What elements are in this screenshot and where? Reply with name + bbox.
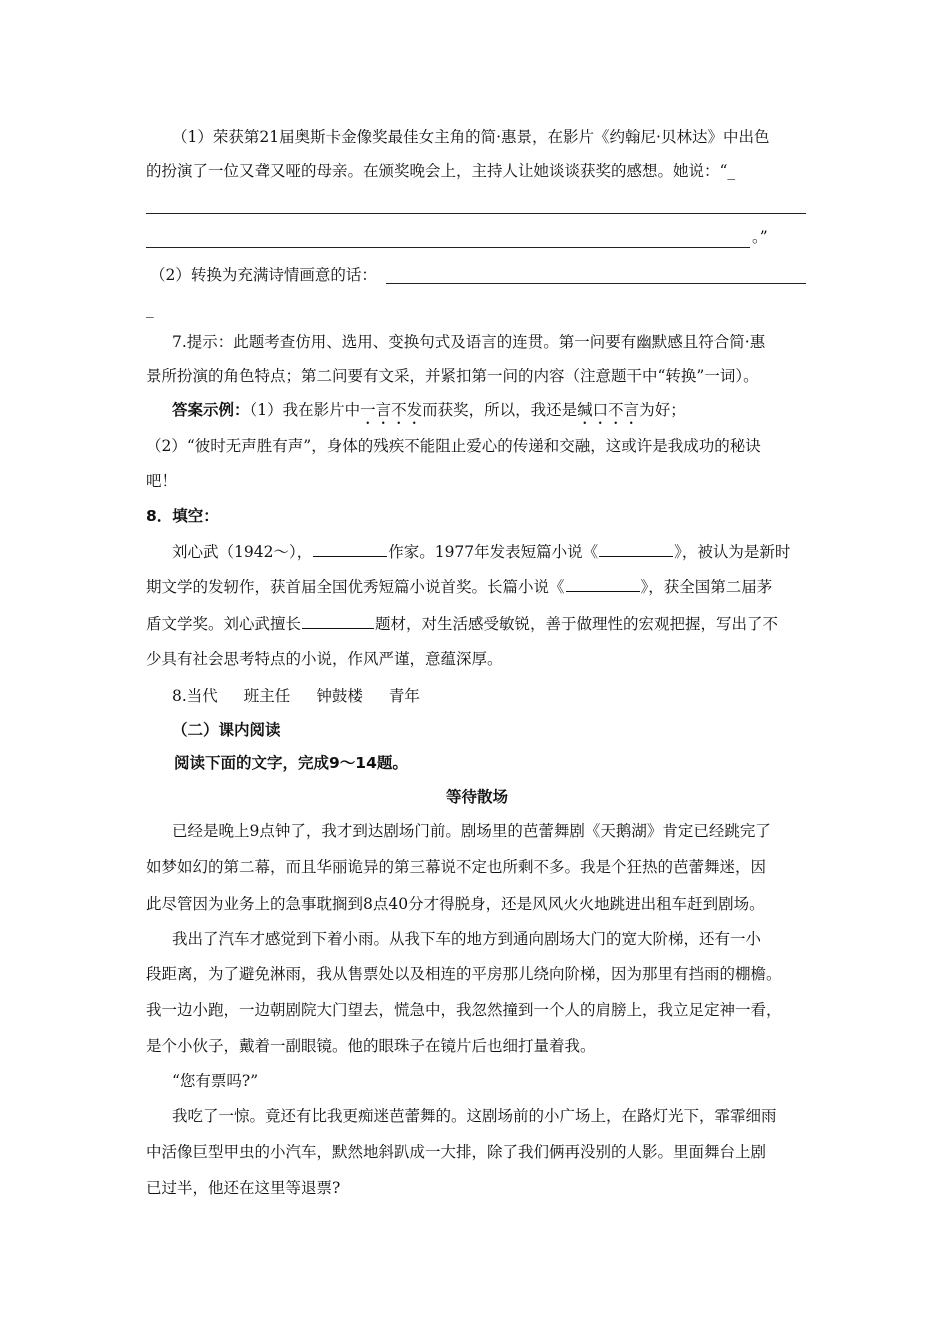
q6-line-1: （1）荣获第21届奥斯卡金像奖最佳女主角的简·惠景，在影片《约翰尼·贝林达》中出色 <box>172 128 770 146</box>
q8-answer-1: 8.当代 <box>172 687 218 705</box>
p4-line-3: 已过半，他还在这里等退票? <box>146 1179 341 1197</box>
p3-line-1: “您有票吗?” <box>172 1072 259 1090</box>
q6-end-mark: 。” <box>752 228 768 246</box>
reading-section-title: （二）课内阅读 <box>172 721 281 739</box>
p2-line-1: 我出了汽车才感觉到下着小雨。从我下车的地方到通向剧场大门的宽大阶梯，还有一小 <box>172 930 762 948</box>
hint7-answer-2-line-2: 吧！ <box>146 472 178 490</box>
answer1-dotted-2: 缄口不言 <box>577 401 640 419</box>
hint7-line-2: 景所扮演的角色特点；第二问要有文采，并紧扣第一问的内容（注意题干中“转换”一词）。 <box>146 367 759 385</box>
passage-title: 等待散场 <box>445 788 508 806</box>
answer-line-3 <box>386 283 806 284</box>
answer1-a: （1）我在影片中 <box>249 401 361 419</box>
q8-l1-b: 作家。1977年发表短篇小说《 <box>388 543 599 561</box>
answer1-b: 而获奖，所以，我还是 <box>422 401 578 419</box>
fill-blank-2[interactable] <box>599 540 673 557</box>
p4-line-2: 中活像巨型甲虫的小汽车，默然地斜趴成一大排，除了我们俩再没别的人影。里面舞台上剧 <box>146 1143 767 1161</box>
p2-line-4: 是个小伙子，戴着一副眼镜。他的眼珠子在镜片后也细打量着我。 <box>146 1037 596 1055</box>
q6-part-2: （2）转换为充满诗情画意的话： <box>150 266 377 284</box>
hint7-line-1: 7.提示：此题考查仿用、选用、变换句式及语言的连贯。第一问要有幽默感且符合简·惠 <box>172 333 766 351</box>
q8-line-4: 少具有社会思考特点的小说，作风严谨，意蕴深厚。 <box>146 650 503 668</box>
q8-l1-a: 刘心武（1942～）， <box>172 543 313 561</box>
q8-l1-c: 》，被认为是新时 <box>674 543 791 561</box>
hint7-answer-2-line-1: （2）“彼时无声胜有声”，身体的残疾不能阻止爱心的传递和交融，这或许是我成功的秘诀 <box>146 437 761 455</box>
answer1-c: 为好； <box>639 401 686 419</box>
p2-line-2: 段距离，为了避免淋雨，我从售票处以及相连的平房那儿绕向阶梯，因为那里有挡雨的棚檐。 <box>146 965 782 983</box>
q8-l3-a: 盾文学奖。刘心武擅长 <box>146 615 302 633</box>
answer-line-1 <box>146 213 806 214</box>
p4-line-1: 我吃了一惊。竟还有比我更痴迷芭蕾舞的。这剧场前的小广场上，在路灯光下，霏霏细雨 <box>172 1107 777 1125</box>
answer-line-2 <box>146 247 750 248</box>
q8-l2-b: 》，获全国第二届茅 <box>640 578 773 596</box>
q6-underscore: _ <box>146 300 154 318</box>
answer-label: 答案示例： <box>172 401 250 419</box>
p1-line-1: 已经是晚上9点钟了，我才到达剧场门前。剧场里的芭蕾舞剧《天鹅湖》肯定已经跳完了 <box>172 822 771 840</box>
fill-blank-4[interactable] <box>302 612 374 629</box>
q8-answer-4: 青年 <box>388 687 420 705</box>
p1-line-2: 如梦如幻的第二幕，而且华丽诡异的第三幕说不定也所剩不多。我是个狂热的芭蕾舞迷，因 <box>146 858 767 876</box>
q8-answer-2: 班主任 <box>243 687 291 705</box>
q8-line-3 <box>146 612 808 635</box>
reading-instruction: 阅读下面的文字，完成9～14题。 <box>174 754 408 772</box>
q6-line-2: 的扮演了一位又聋又哑的母亲。在颁奖晚会上，主持人让她谈谈获奖的感想。她说：“_ <box>146 162 736 180</box>
p2-line-3: 我一边小跑，一边朝剧院大门望去，慌急中，我忽然撞到一个人的肩膀上，我立足定神一看， <box>146 1001 782 1019</box>
q8-l2-a: 期文学的发轫作，获首届全国优秀短篇小说首奖。长篇小说《 <box>146 578 565 596</box>
fill-blank-1[interactable] <box>313 540 387 557</box>
q8-l3-b: 题材，对生活感受敏锐，善于做理性的宏观把握，写出了不 <box>375 615 779 633</box>
q8-line-2 <box>146 575 808 598</box>
q8-answers <box>172 685 834 707</box>
hint7-answer-1 <box>172 399 834 428</box>
q8-title: 8．填空： <box>146 507 219 525</box>
p1-line-3: 此尽管因为业务上的急事耽搁到8点40分才得脱身，还是风风火火地跳进出租车赶到剧场。 <box>146 895 765 913</box>
q8-line-1 <box>172 540 834 563</box>
q8-answer-3: 钟鼓楼 <box>316 687 363 705</box>
fill-blank-3[interactable] <box>566 575 640 592</box>
answer1-dotted-1: 一言不发 <box>360 401 423 419</box>
